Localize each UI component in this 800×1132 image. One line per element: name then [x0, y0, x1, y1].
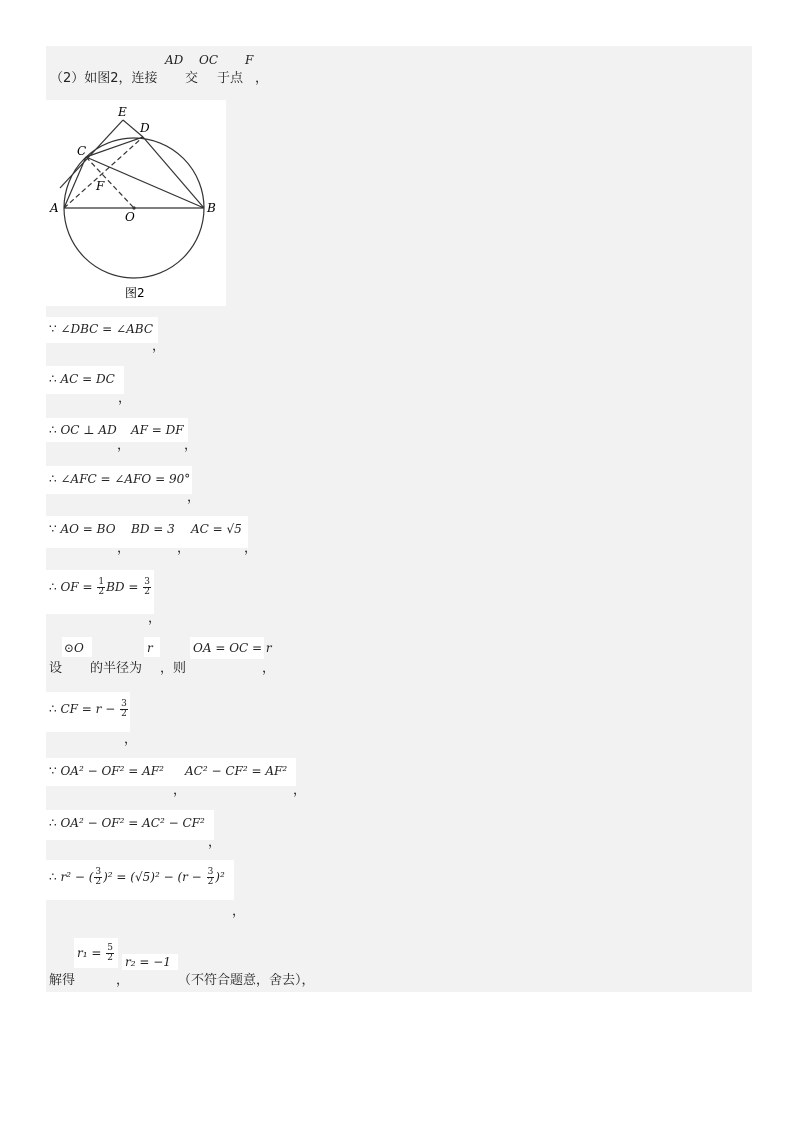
step9-comma-b: ， — [293, 783, 307, 798]
intro-ad: AD — [165, 53, 184, 67]
step6-expression: ∴ OF = $\frac{1}{2}$ BD = $\frac{3}{2}$ — [49, 577, 150, 597]
segment-ac — [64, 157, 86, 208]
segment-ad-dashed — [64, 137, 143, 208]
step8-comma: ， — [124, 732, 138, 747]
step7-comma: ， — [262, 661, 276, 676]
step7-r: r — [147, 641, 153, 655]
step5-comma-c: ， — [244, 541, 258, 556]
step4-expression: ∴ ∠AFC = ∠AFO = 90° — [49, 472, 191, 486]
step3-comma-a: ， — [117, 438, 131, 453]
step5-comma-a: ， — [117, 541, 131, 556]
intro-jiao: 交 — [185, 71, 199, 86]
step5-expression-c: AC = √5 — [191, 522, 242, 536]
figure-caption: 图2 — [125, 286, 145, 300]
step7-she: 设 — [49, 661, 63, 676]
step2-comma: ， — [118, 391, 132, 406]
label-a: A — [50, 201, 59, 215]
step11-expression: ∴ r² − ( $\frac{3}{2}$ )² = (√5)² − (r − $\frac{3}{2}$ )² — [49, 867, 225, 887]
step10-expression: ∴ OA² − OF² = AC² − CF² — [49, 816, 205, 830]
step7-circle-o: ⊙O — [64, 641, 84, 655]
step5-comma-b: ， — [177, 541, 191, 556]
intro-yudian: 于点 — [217, 71, 244, 86]
step4-comma: ， — [187, 490, 201, 505]
step3-expression-a: ∴ OC ⊥ AD — [49, 423, 117, 437]
step9-expression-b: AC² − CF² = AF² — [185, 764, 288, 778]
intro-oc: OC — [199, 53, 219, 67]
step9-expression-a: ∵ OA² − OF² = AF² — [49, 764, 164, 778]
step7-expression: OA = OC = r — [193, 641, 272, 655]
step3-expression-b: AF = DF — [131, 423, 184, 437]
step12-jiede: 解得 — [49, 973, 76, 988]
step7-ze: ，则 — [160, 661, 187, 676]
step11-comma: ， — [232, 904, 246, 919]
segment-cd — [86, 137, 143, 157]
step6-comma: ， — [148, 611, 162, 626]
step12-r2: r₂ = −1 — [125, 955, 171, 969]
intro-comma: ， — [255, 71, 269, 86]
step9-comma-a: ， — [173, 783, 187, 798]
step12-comma: ， — [116, 973, 130, 988]
step1-expression: ∵ ∠DBC = ∠ABC — [49, 322, 153, 336]
step2-expression: ∴ AC = DC — [49, 372, 115, 386]
step3-comma-b: ， — [184, 438, 198, 453]
segment-oc-dashed — [86, 157, 134, 208]
geometry-figure — [46, 100, 226, 306]
step5-expression-b: BD = 3 — [131, 522, 175, 536]
step5-expression-a: ∵ AO = BO — [49, 522, 116, 536]
label-f: F — [96, 179, 105, 193]
tangent-line — [60, 120, 123, 188]
label-c: C — [77, 144, 87, 158]
step10-comma: ， — [208, 835, 222, 850]
step1-comma: ， — [152, 339, 166, 354]
step7-banjing: 的半径为 — [90, 661, 143, 676]
label-b: B — [207, 201, 216, 215]
circle-diagram — [46, 100, 226, 306]
intro-f: F — [245, 53, 254, 67]
step12-r1: r₁ = $\frac{5}{2}$ — [77, 943, 113, 963]
label-o: O — [125, 210, 135, 224]
label-d: D — [140, 121, 150, 135]
intro-prefix: （2）如图2，连接 — [50, 71, 158, 86]
step8-expression: ∴ CF = r − $\frac{3}{2}$ — [49, 699, 127, 719]
step12-note: （不符合题意，舍去）， — [178, 973, 315, 988]
label-e: E — [118, 105, 127, 119]
